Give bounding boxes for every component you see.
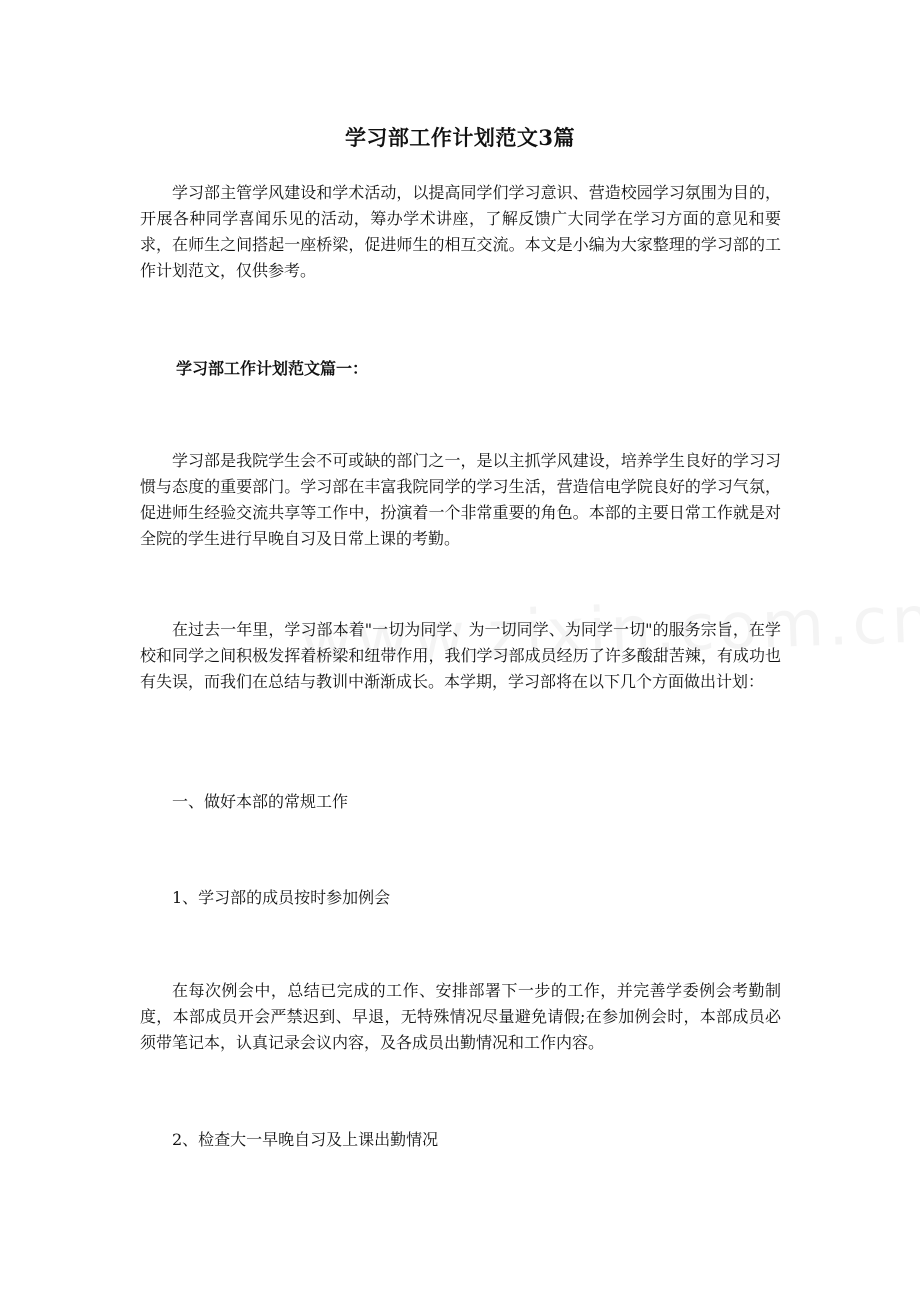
list-heading-one: 一、做好本部的常规工作	[172, 792, 349, 811]
paragraph-2: 在过去一年里，学习部本着"一切为同学、为一切同学、为同学一切"的服务宗旨，在学校和同学之间积极发挥着桥梁和纽带作用，我们学习部成员经历了许多酸甜苦辣，有成功也有失误，而我们在总结与教训中渐渐成长。本学期，学习部将在以下几个方面做出计划：	[140, 620, 781, 691]
list-item-2: 2、检查大一早晚自习及上课出勤情况	[172, 1130, 439, 1149]
list-item-1: 1、学习部的成员按时参加例会	[172, 888, 391, 907]
section-heading-1: 学习部工作计划范文篇一：	[176, 359, 369, 378]
paragraph-1: 学习部是我院学生会不可或缺的部门之一，是以主抓学风建设，培养学生良好的学习习惯与态度的重要部门。学习部在丰富我院同学的学习生活，营造信电学院良好的学习气氛，促进师生经验交流共享等工作中，扮演着一个非常重要的角色。本部的主要日常工作就是对全院的学生进行早晚自习及日常上课的考勤。	[140, 451, 781, 548]
document-title: 学习部工作计划范文3篇	[344, 125, 576, 150]
intro-paragraph: 学习部主管学风建设和学术活动，以提高同学们学习意识、营造校园学习氛围为目的，开展各种同学喜闻乐见的活动，筹办学术讲座，了解反馈广大同学在学习方面的意见和要求，在师生之间搭起一座桥梁，促进师生的相互交流。本文是小编为大家整理的学习部的工作计划范文，仅供参考。	[140, 183, 781, 280]
paragraph-3: 在每次例会中，总结已完成的工作、安排部署下一步的工作，并完善学委例会考勤制度，本部成员开会严禁迟到、早退，无特殊情况尽量避免请假;在参加例会时，本部成员必须带笔记本，认真记录会议内容，及各成员出勤情况和工作内容。	[140, 981, 781, 1052]
